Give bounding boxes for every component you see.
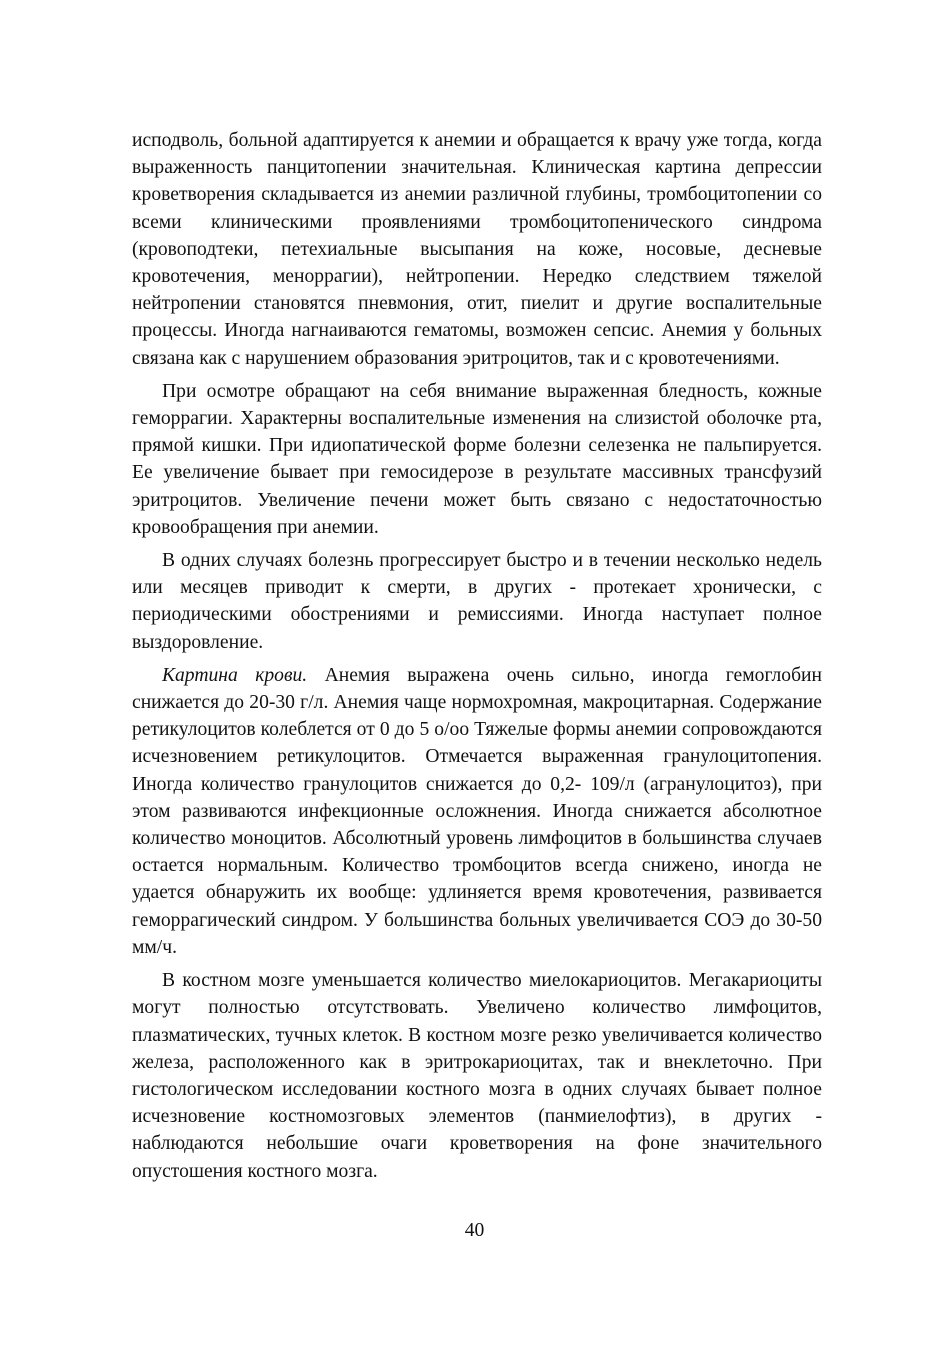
paragraph-2 bbox=[132, 378, 822, 541]
paragraph-5 bbox=[132, 967, 822, 1185]
document-body bbox=[132, 127, 822, 1191]
paragraph-3-text: В одних случаях болезнь прогрессирует быстро и в течении несколько недель или месяцев приводит к смерти, в других - протекает хронически, с периодическими обострениями и ремиссиями. Иногда наступает полное выздоровление. bbox=[132, 550, 822, 653]
paragraph-3 bbox=[132, 547, 822, 656]
paragraph-4-lead: Картина крови. bbox=[162, 664, 308, 686]
page-number: 40 bbox=[464, 1220, 485, 1241]
paragraph-1-text: исподволь, больной адаптируется к анемии и обращается к врачу уже тогда, когда выраженность панцитопении значительная. Клиническая картина депрессии кроветворения складывается из анемии различной глубины, тромбоцитопении со всеми клиническими проявлениями тромбоцитопенического синдрома (кровоподтеки, петехиальные высыпания на коже, носовые, десневые кровотечения, меноррагии), нейтропении. Нередко следствием тяжелой нейтропении становятся пневмония, отит, пиелит и другие воспалительные процессы. Иногда нагнаиваются гематомы, возможен сепсис. Анемия у больных связана как с нарушением образования эритроцитов, так и с кровотечениями. bbox=[132, 130, 822, 369]
paragraph-5-text: В костном мозге уменьшается количество миелокариоцитов. Мегакариоциты могут полностью отсутствовать. Увеличено количество лимфоцитов, плазматических, тучных клеток. В костном мозге резко увеличивается количество железа, расположенного как в эритрокариоцитах, так и внеклеточно. При гистологическом исследовании костного мозга в одних случаях бывает полное исчезновение костномозговых элементов (панмиелофтиз), в других - наблюдаются небольшие очаги кроветворения на фоне значительного опустошения костного мозга. bbox=[132, 970, 822, 1182]
paragraph-4 bbox=[132, 662, 822, 961]
paragraph-4-text: Анемия выражена очень сильно, иногда гемоглобин снижается до 20-30 г/л. Анемия чаще нормохромная, макроцитарная. Содержание ретикулоцитов колеблется от 0 до 5 o/oo Тяжелые формы анемии сопровождаются исчезновением ретикулоцитов. Отмечается выраженная гранулоцитопения. Иногда количество гранулоцитов снижается до 0,2- 109/л (агранулоцитоз), при этом развиваются инфекционные осложнения. Иногда снижается абсолютное количество моноцитов. Абсолютный уровень лимфоцитов в большинства случаев остается нормальным. Количество тромбоцитов всегда снижено, иногда не удается обнаружить их вообще: удлиняется время кровотечения, развивается геморрагический синдром. У большинства больных увеличивается СОЭ до 30-50 мм/ч. bbox=[132, 664, 823, 958]
paragraph-2-text: При осмотре обращают на себя внимание выраженная бледность, кожные геморрагии. Характерны воспалительные изменения на слизистой оболочке рта, прямой кишки. При идиопатической форме болезни селезенка не пальпируется. Ее увеличение бывает при гемосидерозе в результате массивных трансфузий эритроцитов. Увеличение печени может быть связано с недостаточностью кровообращения при анемии. bbox=[132, 380, 822, 538]
paragraph-1 bbox=[132, 127, 822, 372]
